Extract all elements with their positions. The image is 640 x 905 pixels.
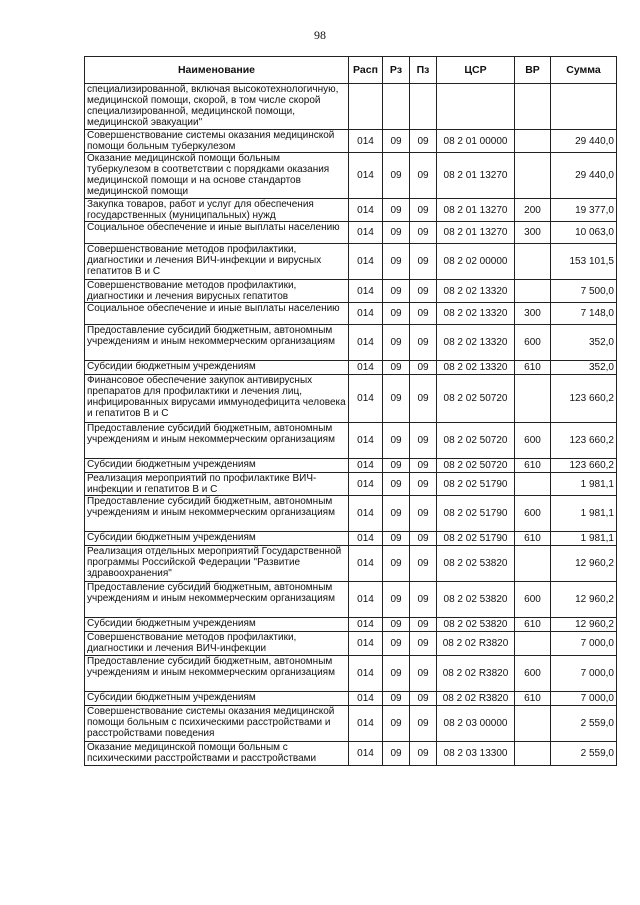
cell-rz: 09 xyxy=(383,656,410,692)
cell-rasp: 014 xyxy=(349,546,383,582)
cell-csr: 08 2 02 R3820 xyxy=(437,632,515,656)
cell-rasp: 014 xyxy=(349,459,383,473)
cell-rz: 09 xyxy=(383,632,410,656)
cell-name: Субсидии бюджетным учреждениям xyxy=(85,532,349,546)
cell-vr xyxy=(515,280,551,303)
cell-vr xyxy=(515,153,551,199)
cell-name: Предоставление субсидий бюджетным, автономным учреждениям и иным некоммерческим организациям xyxy=(85,582,349,618)
cell-sum: 123 660,2 xyxy=(551,375,617,423)
cell-sum: 12 960,2 xyxy=(551,546,617,582)
cell-csr: 08 2 02 50720 xyxy=(437,459,515,473)
cell-vr xyxy=(515,244,551,280)
table-row xyxy=(85,222,617,244)
cell-rz: 09 xyxy=(383,706,410,742)
table-row xyxy=(85,496,617,532)
cell-pz: 09 xyxy=(410,222,437,244)
cell-name: Оказание медицинской помощи больным туберкулезом в соответствии с порядками оказания медицинской помощи и на основе стандартов медицинской помощи xyxy=(85,153,349,199)
cell-csr: 08 2 01 13270 xyxy=(437,153,515,199)
cell-pz: 09 xyxy=(410,692,437,706)
cell-rasp: 014 xyxy=(349,706,383,742)
cell-name: Совершенствование системы оказания медицинской помощи больным туберкулезом xyxy=(85,130,349,153)
cell-rasp: 014 xyxy=(349,618,383,632)
cell-name: Предоставление субсидий бюджетным, автономным учреждениям и иным некоммерческим организациям xyxy=(85,656,349,692)
cell-csr: 08 2 02 R3820 xyxy=(437,656,515,692)
cell-rz: 09 xyxy=(383,742,410,766)
cell-pz: 09 xyxy=(410,244,437,280)
budget-table xyxy=(84,56,617,766)
cell-rz: 09 xyxy=(383,244,410,280)
cell-sum: 7 000,0 xyxy=(551,692,617,706)
cell-vr: 300 xyxy=(515,303,551,325)
cell-sum: 19 377,0 xyxy=(551,199,617,222)
cell-pz: 09 xyxy=(410,199,437,222)
header-csr: ЦСР xyxy=(437,57,515,84)
cell-vr xyxy=(515,632,551,656)
cell-name: Субсидии бюджетным учреждениям xyxy=(85,692,349,706)
cell-name: Социальное обеспечение и иные выплаты населению xyxy=(85,222,349,244)
cell-vr xyxy=(515,473,551,496)
cell-sum: 10 063,0 xyxy=(551,222,617,244)
cell-csr: 08 2 02 51790 xyxy=(437,532,515,546)
cell-pz: 09 xyxy=(410,423,437,459)
cell-csr: 08 2 02 50720 xyxy=(437,423,515,459)
cell-csr: 08 2 02 13320 xyxy=(437,325,515,361)
cell-rz: 09 xyxy=(383,473,410,496)
header-pz: Пз xyxy=(410,57,437,84)
cell-rz: 09 xyxy=(383,692,410,706)
cell-rz: 09 xyxy=(383,375,410,423)
header-rz: Рз xyxy=(383,57,410,84)
table-body xyxy=(85,84,617,766)
cell-vr: 610 xyxy=(515,361,551,375)
table-row xyxy=(85,325,617,361)
table-row xyxy=(85,361,617,375)
cell-sum: 7 500,0 xyxy=(551,280,617,303)
cell-rasp: 014 xyxy=(349,199,383,222)
cell-vr xyxy=(515,742,551,766)
cell-rz: 09 xyxy=(383,618,410,632)
cell-sum: 2 559,0 xyxy=(551,742,617,766)
cell-rasp: 014 xyxy=(349,473,383,496)
cell-vr: 600 xyxy=(515,496,551,532)
cell-vr: 610 xyxy=(515,459,551,473)
cell-sum: 2 559,0 xyxy=(551,706,617,742)
cell-rz: 09 xyxy=(383,280,410,303)
cell-rasp: 014 xyxy=(349,496,383,532)
cell-sum: 1 981,1 xyxy=(551,532,617,546)
cell-vr: 610 xyxy=(515,618,551,632)
cell-rasp: 014 xyxy=(349,303,383,325)
cell-sum: 352,0 xyxy=(551,325,617,361)
table-row xyxy=(85,375,617,423)
table-row xyxy=(85,546,617,582)
table-row xyxy=(85,280,617,303)
cell-sum: 29 440,0 xyxy=(551,130,617,153)
cell-pz: 09 xyxy=(410,130,437,153)
cell-pz xyxy=(410,84,437,130)
cell-name: Субсидии бюджетным учреждениям xyxy=(85,361,349,375)
cell-pz: 09 xyxy=(410,325,437,361)
header-rasp: Расп xyxy=(349,57,383,84)
cell-csr: 08 2 01 13270 xyxy=(437,222,515,244)
cell-csr: 08 2 02 13320 xyxy=(437,280,515,303)
table-row xyxy=(85,692,617,706)
cell-pz: 09 xyxy=(410,361,437,375)
table-row xyxy=(85,706,617,742)
cell-rz: 09 xyxy=(383,546,410,582)
cell-rz: 09 xyxy=(383,459,410,473)
cell-vr xyxy=(515,84,551,130)
cell-rasp: 014 xyxy=(349,742,383,766)
cell-sum: 29 440,0 xyxy=(551,153,617,199)
cell-rz: 09 xyxy=(383,130,410,153)
cell-csr xyxy=(437,84,515,130)
cell-pz: 09 xyxy=(410,656,437,692)
cell-csr: 08 2 02 51790 xyxy=(437,473,515,496)
cell-pz: 09 xyxy=(410,473,437,496)
cell-sum: 1 981,1 xyxy=(551,473,617,496)
table-row xyxy=(85,84,617,130)
table-row xyxy=(85,618,617,632)
cell-vr: 600 xyxy=(515,582,551,618)
cell-pz: 09 xyxy=(410,303,437,325)
cell-pz: 09 xyxy=(410,459,437,473)
cell-rasp: 014 xyxy=(349,582,383,618)
cell-pz: 09 xyxy=(410,618,437,632)
cell-vr: 600 xyxy=(515,656,551,692)
cell-rasp: 014 xyxy=(349,153,383,199)
cell-vr xyxy=(515,546,551,582)
page-number: 98 xyxy=(314,28,326,42)
cell-vr xyxy=(515,706,551,742)
table-row xyxy=(85,656,617,692)
cell-pz: 09 xyxy=(410,153,437,199)
cell-name: Совершенствование методов профилактики, диагностики и лечения вирусных гепатитов xyxy=(85,280,349,303)
cell-rz: 09 xyxy=(383,532,410,546)
cell-name: Совершенствование методов профилактики, диагностики и лечения ВИЧ-инфекции xyxy=(85,632,349,656)
cell-name: Совершенствование системы оказания медицинской помощи больным с психическими расстройствами и расстройствами поведения xyxy=(85,706,349,742)
table-row xyxy=(85,244,617,280)
cell-csr: 08 2 02 R3820 xyxy=(437,692,515,706)
cell-sum: 12 960,2 xyxy=(551,618,617,632)
cell-rasp: 014 xyxy=(349,325,383,361)
cell-vr: 200 xyxy=(515,199,551,222)
cell-sum: 153 101,5 xyxy=(551,244,617,280)
cell-rz: 09 xyxy=(383,222,410,244)
cell-rz: 09 xyxy=(383,303,410,325)
cell-vr xyxy=(515,130,551,153)
cell-rasp: 014 xyxy=(349,423,383,459)
cell-rz xyxy=(383,84,410,130)
cell-pz: 09 xyxy=(410,532,437,546)
cell-name: Предоставление субсидий бюджетным, автономным учреждениям и иным некоммерческим организациям xyxy=(85,496,349,532)
cell-csr: 08 2 02 00000 xyxy=(437,244,515,280)
cell-name: Предоставление субсидий бюджетным, автономным учреждениям и иным некоммерческим организациям xyxy=(85,423,349,459)
cell-csr: 08 2 02 13320 xyxy=(437,361,515,375)
cell-rz: 09 xyxy=(383,423,410,459)
cell-rasp: 014 xyxy=(349,222,383,244)
cell-name: Социальное обеспечение и иные выплаты населению xyxy=(85,303,349,325)
table-row xyxy=(85,473,617,496)
cell-vr xyxy=(515,375,551,423)
table-row xyxy=(85,632,617,656)
table-row xyxy=(85,459,617,473)
table-row xyxy=(85,199,617,222)
table-header-row xyxy=(85,57,617,84)
cell-name: Финансовое обеспечение закупок антивирусных препаратов для профилактики и лечения лиц, инфицированных вирусами иммунодефицита человека и гепатитов В и С xyxy=(85,375,349,423)
cell-sum: 1 981,1 xyxy=(551,496,617,532)
cell-rz: 09 xyxy=(383,582,410,618)
cell-pz: 09 xyxy=(410,582,437,618)
header-vr: ВР xyxy=(515,57,551,84)
cell-pz: 09 xyxy=(410,375,437,423)
cell-name: Оказание медицинской помощи больным с психическими расстройствами и расстройствами xyxy=(85,742,349,766)
cell-rasp: 014 xyxy=(349,244,383,280)
cell-sum xyxy=(551,84,617,130)
cell-rasp: 014 xyxy=(349,532,383,546)
cell-csr: 08 2 02 53820 xyxy=(437,582,515,618)
cell-rasp xyxy=(349,84,383,130)
cell-name: Совершенствование методов профилактики, диагностики и лечения ВИЧ-инфекции и вирусных гепатитов В и С xyxy=(85,244,349,280)
cell-rz: 09 xyxy=(383,496,410,532)
cell-name: Закупка товаров, работ и услуг для обеспечения государственных (муниципальных) нужд xyxy=(85,199,349,222)
cell-rasp: 014 xyxy=(349,656,383,692)
cell-vr: 300 xyxy=(515,222,551,244)
table-row xyxy=(85,532,617,546)
cell-csr: 08 2 02 53820 xyxy=(437,546,515,582)
cell-csr: 08 2 03 13300 xyxy=(437,742,515,766)
cell-vr: 610 xyxy=(515,692,551,706)
header-name: Наименование xyxy=(85,57,349,84)
table-row xyxy=(85,130,617,153)
cell-vr: 600 xyxy=(515,423,551,459)
cell-rasp: 014 xyxy=(349,375,383,423)
cell-pz: 09 xyxy=(410,496,437,532)
cell-rz: 09 xyxy=(383,153,410,199)
cell-sum: 123 660,2 xyxy=(551,423,617,459)
cell-sum: 7 148,0 xyxy=(551,303,617,325)
cell-rasp: 014 xyxy=(349,280,383,303)
cell-name: Реализация мероприятий по профилактике ВИЧ-инфекции и гепатитов В и С xyxy=(85,473,349,496)
cell-csr: 08 2 01 00000 xyxy=(437,130,515,153)
cell-rasp: 014 xyxy=(349,632,383,656)
table-row xyxy=(85,153,617,199)
cell-sum: 352,0 xyxy=(551,361,617,375)
cell-sum: 7 000,0 xyxy=(551,656,617,692)
cell-name: специализированной, включая высокотехнологичную, медицинской помощи, скорой, в том числе скорой специализированной, медицинской помощи, медицинской эвакуации" xyxy=(85,84,349,130)
cell-csr: 08 2 01 13270 xyxy=(437,199,515,222)
cell-csr: 08 2 03 00000 xyxy=(437,706,515,742)
cell-pz: 09 xyxy=(410,632,437,656)
cell-pz: 09 xyxy=(410,706,437,742)
cell-csr: 08 2 02 53820 xyxy=(437,618,515,632)
cell-vr: 610 xyxy=(515,532,551,546)
cell-rz: 09 xyxy=(383,361,410,375)
cell-vr: 600 xyxy=(515,325,551,361)
table-row xyxy=(85,303,617,325)
table-row xyxy=(85,582,617,618)
cell-rz: 09 xyxy=(383,199,410,222)
cell-pz: 09 xyxy=(410,280,437,303)
cell-rasp: 014 xyxy=(349,361,383,375)
table-row xyxy=(85,742,617,766)
cell-pz: 09 xyxy=(410,546,437,582)
cell-sum: 12 960,2 xyxy=(551,582,617,618)
header-sum: Сумма xyxy=(551,57,617,84)
cell-sum: 7 000,0 xyxy=(551,632,617,656)
cell-name: Субсидии бюджетным учреждениям xyxy=(85,459,349,473)
cell-name: Предоставление субсидий бюджетным, автономным учреждениям и иным некоммерческим организациям xyxy=(85,325,349,361)
cell-pz: 09 xyxy=(410,742,437,766)
cell-csr: 08 2 02 50720 xyxy=(437,375,515,423)
cell-rasp: 014 xyxy=(349,692,383,706)
cell-csr: 08 2 02 51790 xyxy=(437,496,515,532)
cell-rz: 09 xyxy=(383,325,410,361)
cell-csr: 08 2 02 13320 xyxy=(437,303,515,325)
cell-name: Субсидии бюджетным учреждениям xyxy=(85,618,349,632)
cell-name: Реализация отдельных мероприятий Государственной программы Российской Федерации "Развитие здравоохранения" xyxy=(85,546,349,582)
table-row xyxy=(85,423,617,459)
cell-sum: 123 660,2 xyxy=(551,459,617,473)
cell-rasp: 014 xyxy=(349,130,383,153)
